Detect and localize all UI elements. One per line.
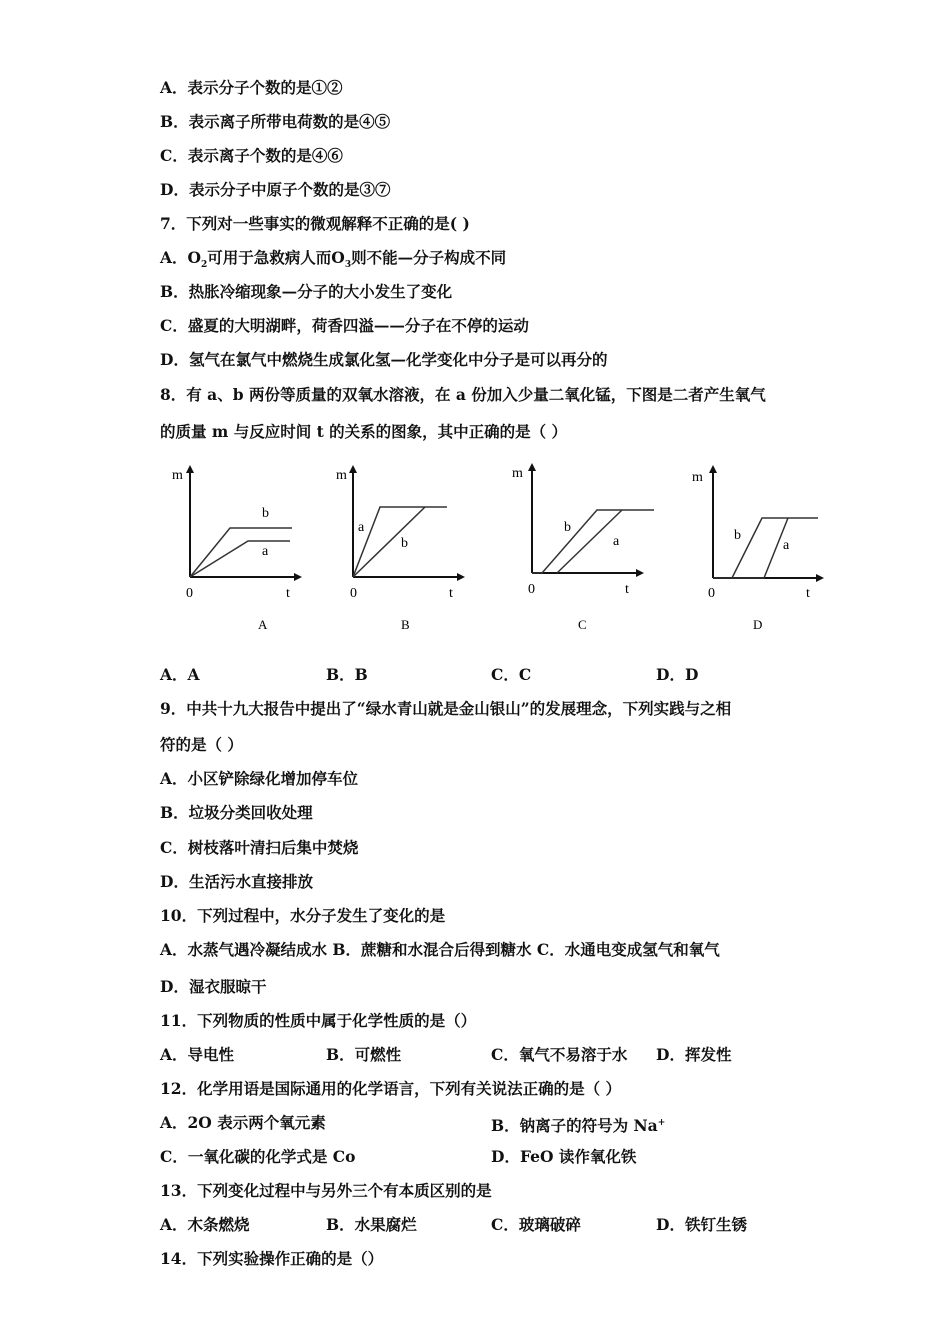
q7-option-b: B．热胀冷缩现象—分子的大小发生了变化 xyxy=(160,282,453,301)
q6-option-a: A．表示分子个数的是①② xyxy=(160,78,343,97)
graph-d-line-a xyxy=(732,518,788,578)
graph-b-label-b: b xyxy=(401,536,408,551)
q8-option-c: C．C xyxy=(491,665,532,684)
q8-stem-line1: 8．有 a、b 两份等质量的双氧水溶液，在 a 份加入少量二氧化锰，下图是二者产生氧气 xyxy=(160,385,766,404)
q10-stem: 10．下列过程中，水分子发生了变化的是 xyxy=(160,906,446,925)
graph-b-line-b xyxy=(353,507,425,577)
q13-option-b: B．水果腐烂 xyxy=(326,1215,417,1234)
q12-option-c: C．一氧化碳的化学式是 Co xyxy=(160,1147,356,1166)
q11-option-d: D．挥发性 xyxy=(656,1045,732,1064)
graph-d-origin: 0 xyxy=(708,586,715,601)
graph-b-x-label: t xyxy=(449,586,453,601)
graph-c-caption: C xyxy=(578,617,587,632)
graph-c-label-b: b xyxy=(564,520,571,535)
graph-c-origin: 0 xyxy=(528,582,535,597)
q7-option-d: D．氢气在氯气中燃烧生成氯化氢—化学变化中分子是可以再分的 xyxy=(160,350,608,369)
q14-stem: 14．下列实验操作正确的是（） xyxy=(160,1249,384,1268)
graph-b xyxy=(336,467,463,632)
graph-a-label-a: a xyxy=(262,544,269,559)
graph-a-x-label: t xyxy=(286,586,290,601)
graph-a-caption: A xyxy=(258,617,268,632)
graph-d-label-b: b xyxy=(734,528,741,543)
q8-stem-line2: 的质量 m 与反应时间 t 的关系的图象，其中正确的是（ ） xyxy=(160,422,568,441)
graph-d-y-label: m xyxy=(692,470,703,485)
graph-a-origin: 0 xyxy=(186,586,193,601)
q11-stem: 11．下列物质的性质中属于化学性质的是（） xyxy=(160,1011,477,1030)
graph-c-line-b xyxy=(532,510,654,573)
q12-option-b: B．钠离子的符号为 Na+ xyxy=(491,1116,666,1136)
graph-d-line-b xyxy=(713,518,818,578)
q8-option-a: A．A xyxy=(160,665,200,684)
graph-d-x-label: t xyxy=(806,586,810,601)
graph-a-line-b xyxy=(190,528,292,577)
graph-d-caption: D xyxy=(753,617,763,632)
graph-a-y-label: m xyxy=(172,468,183,483)
q13-stem: 13．下列变化过程中与另外三个有本质区别的是 xyxy=(160,1181,492,1200)
q12-option-a: A．2O 表示两个氧元素 xyxy=(160,1113,326,1132)
q6-option-c: C．表示离子个数的是④⑥ xyxy=(160,146,343,165)
q8-option-d: D．D xyxy=(656,665,699,684)
q10-options-abc: A．水蒸气遇冷凝结成水 B．蔗糖和水混合后得到糖水 C．水通电变成氢气和氧气 xyxy=(160,940,720,959)
q9-option-c: C．树枝落叶清扫后集中焚烧 xyxy=(160,838,359,857)
q8-option-b: B．B xyxy=(326,665,368,684)
q6-option-b: B．表示离子所带电荷数的是④⑤ xyxy=(160,112,391,131)
q7-option-c: C．盛夏的大明湖畔，荷香四溢——分子在不停的运动 xyxy=(160,316,529,335)
graph-c-x-label: t xyxy=(625,582,629,597)
q13-option-c: C．玻璃破碎 xyxy=(491,1215,581,1234)
q12-stem: 12．化学用语是国际通用的化学语言，下列有关说法正确的是（ ） xyxy=(160,1079,621,1098)
q11-option-c: C．氧气不易溶于水 xyxy=(491,1045,628,1064)
q13-option-a: A．木条燃烧 xyxy=(160,1215,250,1234)
q9-option-a: A．小区铲除绿化增加停车位 xyxy=(160,769,359,788)
graph-b-caption: B xyxy=(401,617,410,632)
q8-graphs-figure xyxy=(150,455,840,640)
graph-d xyxy=(692,467,822,632)
q6-option-d: D．表示分子中原子个数的是③⑦ xyxy=(160,180,391,199)
q9-option-b: B．垃圾分类回收处理 xyxy=(160,803,313,822)
q13-option-d: D．铁钉生锈 xyxy=(656,1215,747,1234)
q10-option-d: D．湿衣服晾干 xyxy=(160,977,267,996)
graph-b-label-a: a xyxy=(358,520,365,535)
graph-b-line-a xyxy=(353,507,447,577)
graph-b-y-label: m xyxy=(336,468,347,483)
q9-stem-line2: 符的是（ ） xyxy=(160,735,243,754)
graph-c-label-a: a xyxy=(613,534,620,549)
q11-option-a: A．导电性 xyxy=(160,1045,235,1064)
graph-b-origin: 0 xyxy=(350,586,357,601)
graph-d-label-a: a xyxy=(783,538,790,553)
q11-option-b: B．可燃性 xyxy=(326,1045,402,1064)
q12-option-d: D．FeO 读作氧化铁 xyxy=(491,1147,637,1166)
graph-a xyxy=(172,467,300,632)
q9-stem-line1: 9．中共十九大报告中提出了“绿水青山就是金山银山”的发展理念，下列实践与之相 xyxy=(160,699,732,718)
graph-c xyxy=(512,465,654,632)
graph-a-label-b: b xyxy=(262,506,269,521)
q7-option-a: A．$O_2$可用于急救病人而$O_3$则不能—分子构成不同 xyxy=(160,248,507,271)
q7-stem: 7．下列对一些事实的微观解释不正确的是( ) xyxy=(160,214,470,233)
graph-c-y-label: m xyxy=(512,466,523,481)
q9-option-d: D．生活污水直接排放 xyxy=(160,872,313,891)
